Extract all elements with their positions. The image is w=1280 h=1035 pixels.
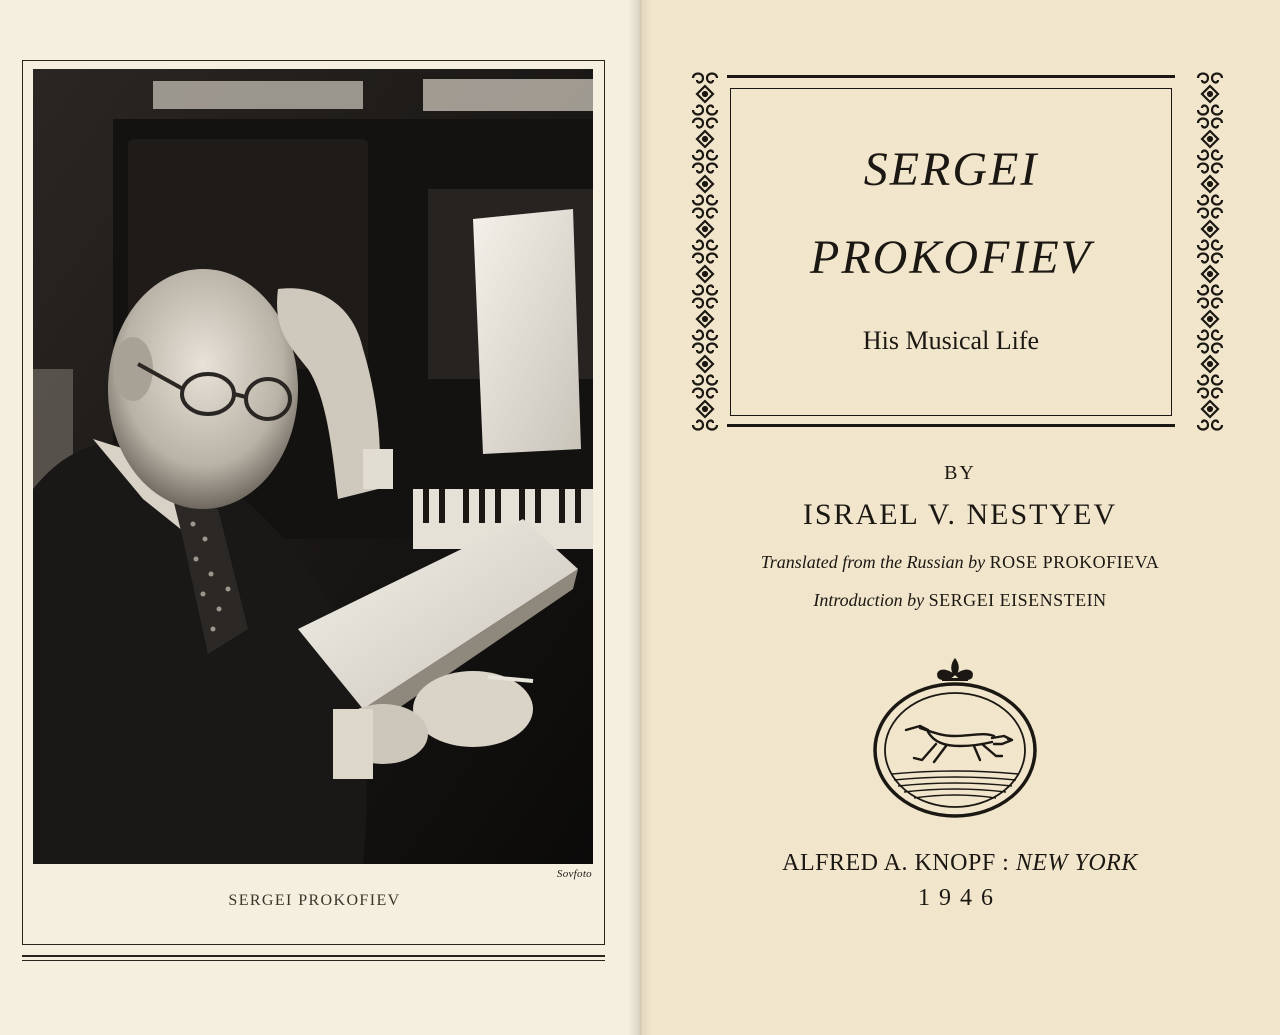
title-line-2: PROKOFIEV	[810, 231, 1092, 284]
publisher-name: ALFRED A. KNOPF :	[782, 850, 1010, 876]
intro-author: SERGEI EISENSTEIN	[928, 590, 1107, 610]
author-name: ISRAEL V. NESTYEV	[802, 498, 1118, 531]
scroll-ornament-icon	[1192, 72, 1228, 432]
photo-caption: SERGEI PROKOFIEV	[228, 892, 401, 909]
publication-year: 1946	[918, 885, 1002, 911]
intro-prefix: Introduction by	[813, 590, 925, 610]
photo-plate-frame	[22, 60, 605, 945]
scroll-ornament-icon	[687, 72, 723, 432]
translator-name: ROSE PROKOFIEVA	[989, 552, 1160, 572]
title-line-1: SERGEI	[863, 143, 1039, 196]
publisher-city: NEW YORK	[1015, 850, 1138, 876]
portrait-photograph	[33, 69, 593, 864]
by-line: BY	[944, 462, 976, 484]
title-box-bottom-rule	[727, 424, 1175, 427]
borzoi-dog-emblem-icon	[870, 652, 1040, 822]
translator-line	[640, 552, 1280, 573]
page-rule-thin	[22, 960, 605, 961]
page-rule	[22, 955, 605, 957]
translator-prefix: Translated from the Russian by	[760, 552, 986, 572]
subtitle: His Musical Life	[862, 326, 1040, 355]
introduction-line	[640, 590, 1280, 611]
photo-credit: Sovfoto	[556, 868, 592, 880]
publisher-line	[640, 850, 1280, 877]
title-box-top-rule	[727, 75, 1175, 78]
